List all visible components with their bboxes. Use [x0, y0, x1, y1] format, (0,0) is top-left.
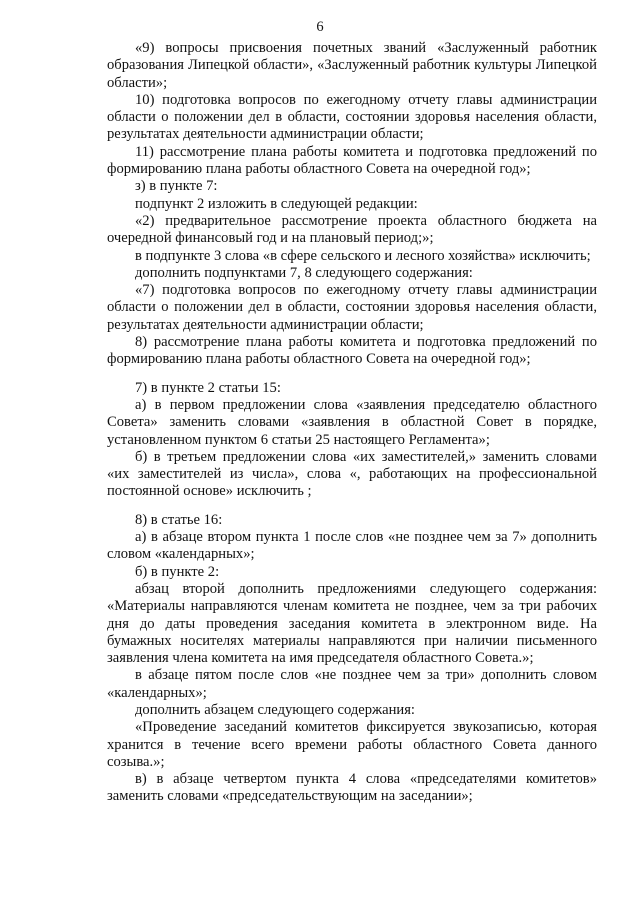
paragraph: 11) рассмотрение плана работы комитета и подготовка предложений по формированию плана работы областного Совета на очередной год»;	[107, 143, 597, 178]
paragraph: абзац второй дополнить предложениями следующего содержания: «Материалы направляются членам комитета не позднее, чем за три рабочих дня до даты проведения заседания комитета в электронном виде. На бумажных носителях материалы направляются при наличии письменного заявления члена комитета на имя председателя областного Совета.»;	[107, 580, 597, 667]
paragraph: подпункт 2 изложить в следующей редакции:	[135, 195, 418, 212]
paragraph: б) в пункте 2:	[135, 563, 220, 580]
paragraph: 7) в пункте 2 статьи 15:	[135, 379, 281, 396]
paragraph: а) в первом предложении слова «заявления председателю областного Совета» заменить словами «заявления в областной Совет в порядке, установленном пунктом 6 статьи 25 настоящего Регламента»;	[107, 396, 597, 448]
paragraph: б) в третьем предложении слова «их заместителей,» заменить словами «их заместителей из числа», слова «, работающих на профессиональной постоянной основе» исключить ;	[107, 448, 597, 500]
page-number: 6	[316, 19, 324, 35]
paragraph: дополнить абзацем следующего содержания:	[135, 701, 415, 718]
paragraph: в абзаце пятом после слов «не позднее чем за три» дополнить словом «календарных»;	[107, 667, 597, 701]
paragraph: 10) подготовка вопросов по ежегодному отчету главы администрации области о положении дел в области, состоянии здоровья населения области, результатах деятельности администрации области;	[107, 91, 597, 143]
paragraph: «2) предварительное рассмотрение проекта областного бюджета на очередной финансовый год и на плановый период;»;	[107, 212, 597, 247]
paragraph: в) в абзаце четвертом пункта 4 слова «председателями комитетов» заменить словами «председательствующим на заседании»;	[107, 771, 597, 805]
paragraph: в подпункте 3 слова «в сфере сельского и лесного хозяйства» исключить;	[135, 247, 591, 264]
paragraph-spacer	[107, 501, 597, 512]
paragraph: з) в пункте 7:	[135, 178, 218, 195]
paragraph: дополнить подпунктами 7, 8 следующего содержания:	[135, 264, 473, 281]
paragraph: «7) подготовка вопросов по ежегодному отчету главы администрации области о положении дел в области, состоянии здоровья населения области, результатах деятельности администрации области;	[107, 282, 597, 333]
paragraph-spacer	[107, 369, 597, 380]
paragraph: 8) рассмотрение плана работы комитета и подготовка предложений по формированию плана работы областного Совета на очередной год»;	[107, 334, 597, 368]
paragraph: 8) в статье 16:	[135, 511, 223, 528]
paragraph: а) в абзаце втором пункта 1 после слов «не позднее чем за 7» дополнить словом «календарных»;	[107, 529, 597, 563]
paragraph: «9) вопросы присвоения почетных званий «Заслуженный работник образования Липецкой области», «Заслуженный работник культуры Липецкой области»;	[107, 40, 597, 91]
paragraph: «Проведение заседаний комитетов фиксируется звукозаписью, которая хранится в течение всего времени работы областного Совета данного созыва.»;	[107, 719, 597, 770]
document-body	[107, 40, 597, 806]
